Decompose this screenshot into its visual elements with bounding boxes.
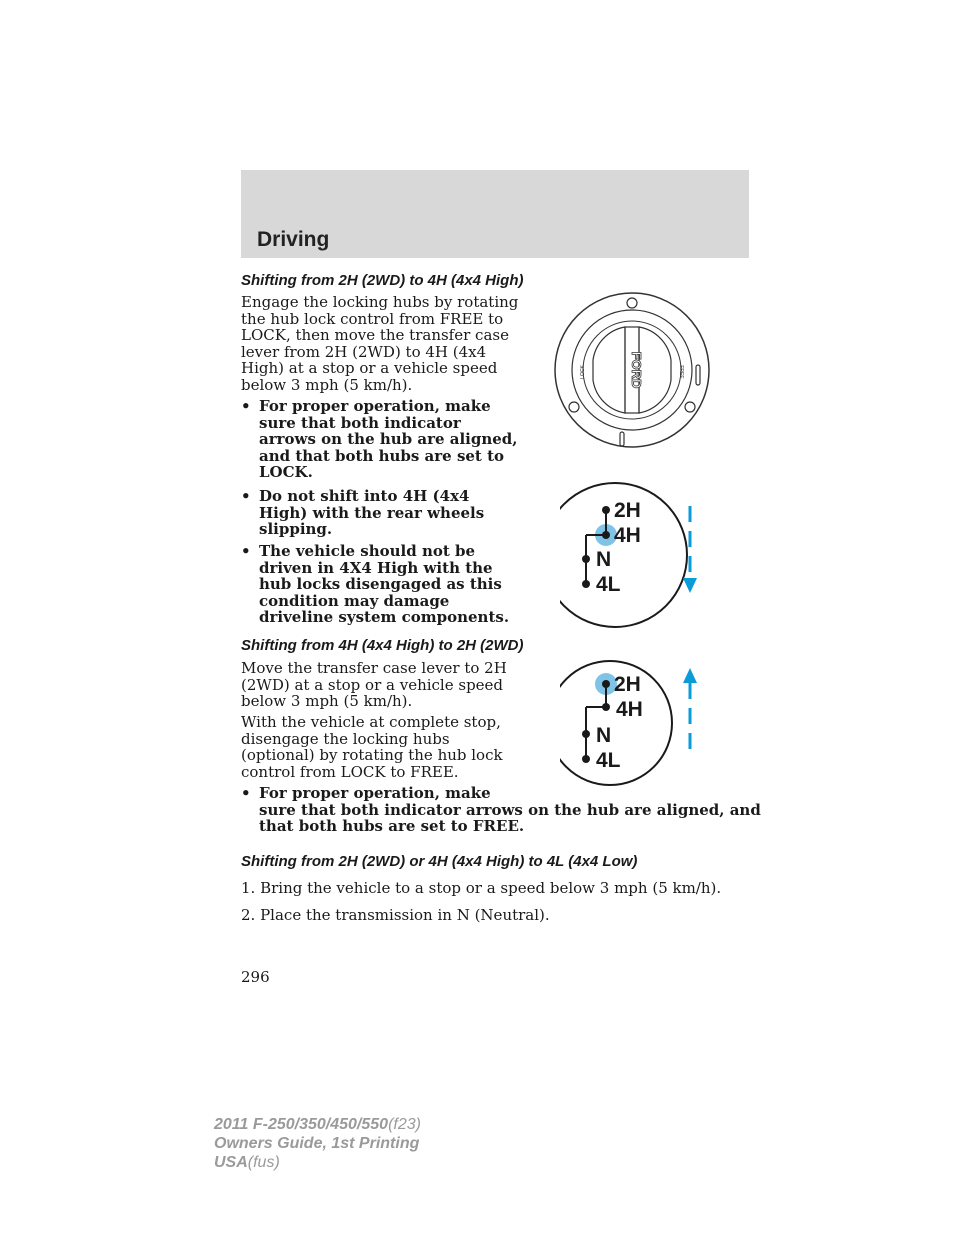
step-1: 1. Bring the vehicle to a stop or a speed below 3 mph (5 km/h). [241, 879, 722, 897]
section2-paragraph2: With the vehicle at complete stop, disengage the locking hubs (optional) by rotating the hub lock control from LOCK to FREE. [241, 713, 503, 781]
footer-print-info: 2011 F-250/350/450/550(f23) Owners Guide, 1st Printing USA(fus) [214, 1116, 421, 1171]
section-heading-2h-to-4h: Shifting from 2H (2WD) to 4H (4x4 High) [241, 272, 524, 289]
hub-lock-label: LOCK [580, 365, 586, 379]
hub-free-label: FREE [678, 365, 684, 379]
gear-label-n: N [596, 724, 612, 747]
hub-brand-logo: FORD [629, 351, 644, 389]
gear-diagram-to-4h [560, 480, 720, 630]
gear-label-2h: 2H [614, 499, 641, 522]
gear-label-4h: 4H [616, 698, 643, 721]
page-title: Driving [257, 228, 330, 251]
watermark: carmanualsonline.info [627, 1226, 765, 1241]
hub-lock-dial-illustration [552, 290, 712, 450]
page-number: 296 [241, 968, 270, 986]
section2-paragraph1: Move the transfer case lever to 2H (2WD) at a stop or a vehicle speed below 3 mph (5 km/h). [241, 659, 507, 711]
gear-label-4l: 4L [596, 573, 621, 596]
section-heading-to-4l: Shifting from 2H (2WD) or 4H (4x4 High) to 4L (4x4 Low) [241, 853, 638, 870]
gear-label-4h: 4H [614, 524, 641, 547]
step-2: 2. Place the transmission in N (Neutral). [241, 906, 550, 924]
up-arrow-head [683, 668, 697, 683]
gear-label-n: N [596, 548, 612, 571]
gear-label-4l: 4L [596, 749, 621, 772]
gear-diagram-to-2h [560, 660, 720, 800]
section-heading-4h-to-2h: Shifting from 4H (4x4 High) to 2H (2WD) [241, 637, 524, 654]
down-arrow-head [683, 578, 697, 593]
gear-label-2h: 2H [614, 673, 641, 696]
section1-paragraph: Engage the locking hubs by rotating the hub lock control from FREE to LOCK, then move the transfer case lever from 2H (2WD) to 4H (4x4 High) at a stop or a vehicle speed below 3 mph (5 km/h). [241, 293, 519, 394]
